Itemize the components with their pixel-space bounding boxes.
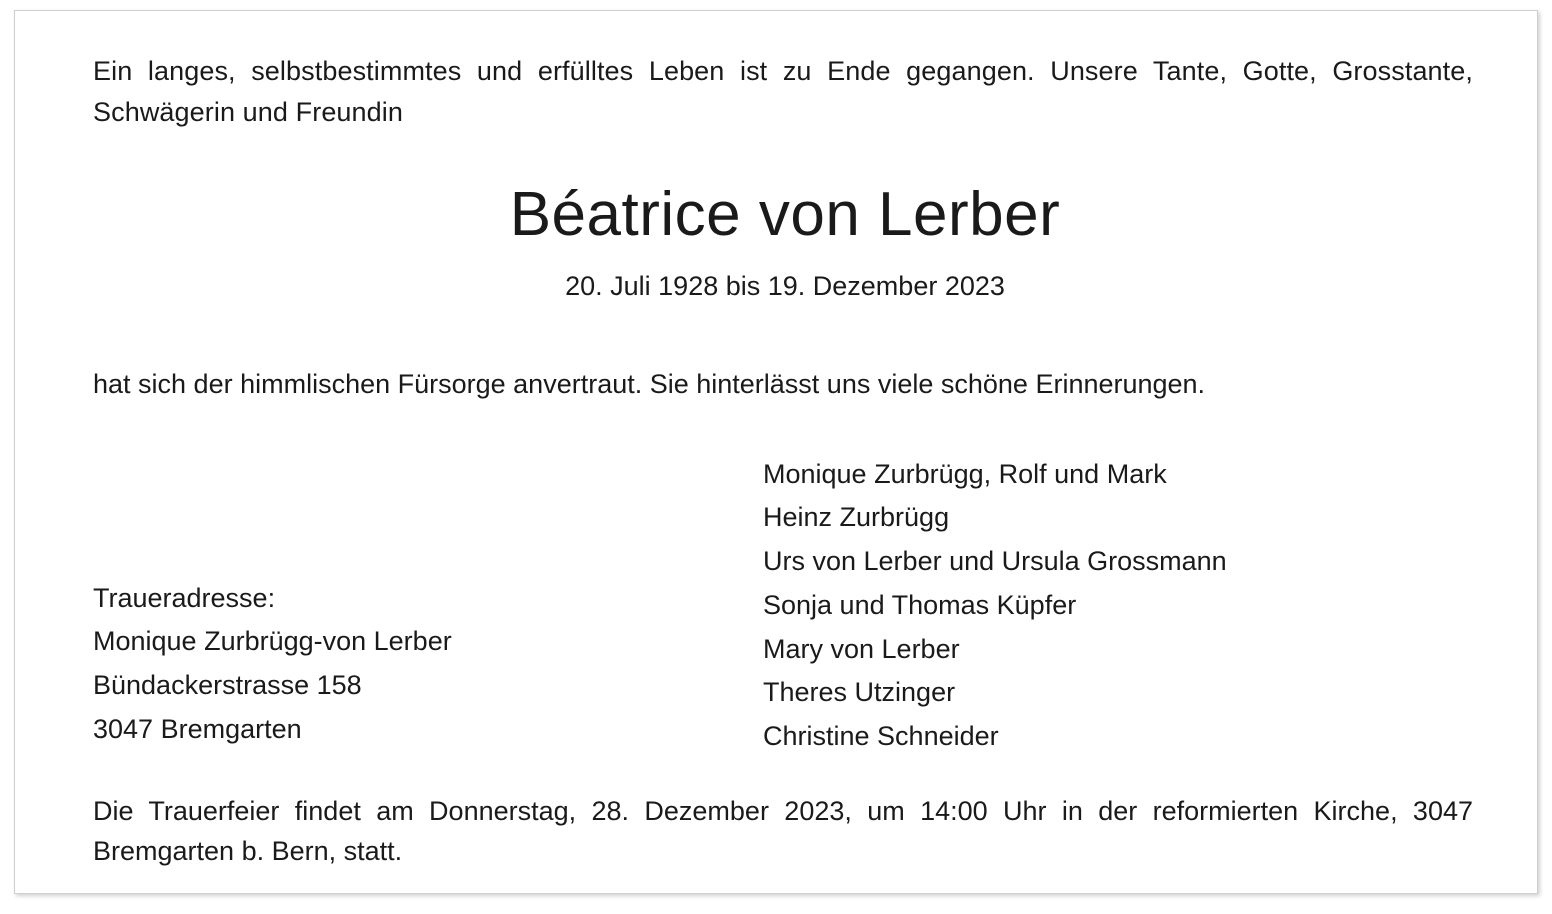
obituary-content	[93, 51, 1477, 872]
details-columns	[93, 453, 1477, 773]
mourning-address-block	[93, 577, 713, 752]
list-item: Theres Utzinger	[763, 677, 956, 708]
deceased-name: Béatrice von Lerber	[509, 180, 1061, 250]
survivors-list	[763, 453, 1463, 759]
list-item: Monique Zurbrügg, Rolf und Mark	[763, 458, 1167, 489]
mourning-address-line-1: Monique Zurbrügg-von Lerber	[93, 626, 452, 657]
intro-text: Ein langes, selbstbestimmtes und erfülltes Leben ist zu Ende gegangen. Unsere Tante, Gotte, Grosstante, Schwägerin und Freundin	[93, 56, 1473, 128]
entrust-text: hat sich der himmlischen Fürsorge anvertraut. Sie hinterlässt uns viele schöne Erinnerungen.	[93, 369, 1206, 400]
mourning-address-line-3: 3047 Bremgarten	[93, 713, 302, 744]
funeral-service-text: Die Trauerfeier findet am Donnerstag, 28. Dezember 2023, um 14:00 Uhr in der reformierten Kirche, 3047 Bremgarten b. Bern, statt.	[93, 795, 1473, 867]
list-item: Christine Schneider	[763, 721, 999, 752]
list-item: Urs von Lerber und Ursula Grossmann	[763, 546, 1227, 577]
mourning-address-label: Traueradresse:	[93, 582, 276, 613]
obituary-card	[14, 10, 1538, 894]
list-item: Mary von Lerber	[763, 633, 960, 664]
life-dates: 20. Juli 1928 bis 19. Dezember 2023	[565, 271, 1005, 302]
list-item: Sonja und Thomas Küpfer	[763, 589, 1077, 620]
mourning-address-line-2: Bündackerstrasse 158	[93, 670, 362, 701]
list-item: Heinz Zurbrügg	[763, 502, 950, 533]
